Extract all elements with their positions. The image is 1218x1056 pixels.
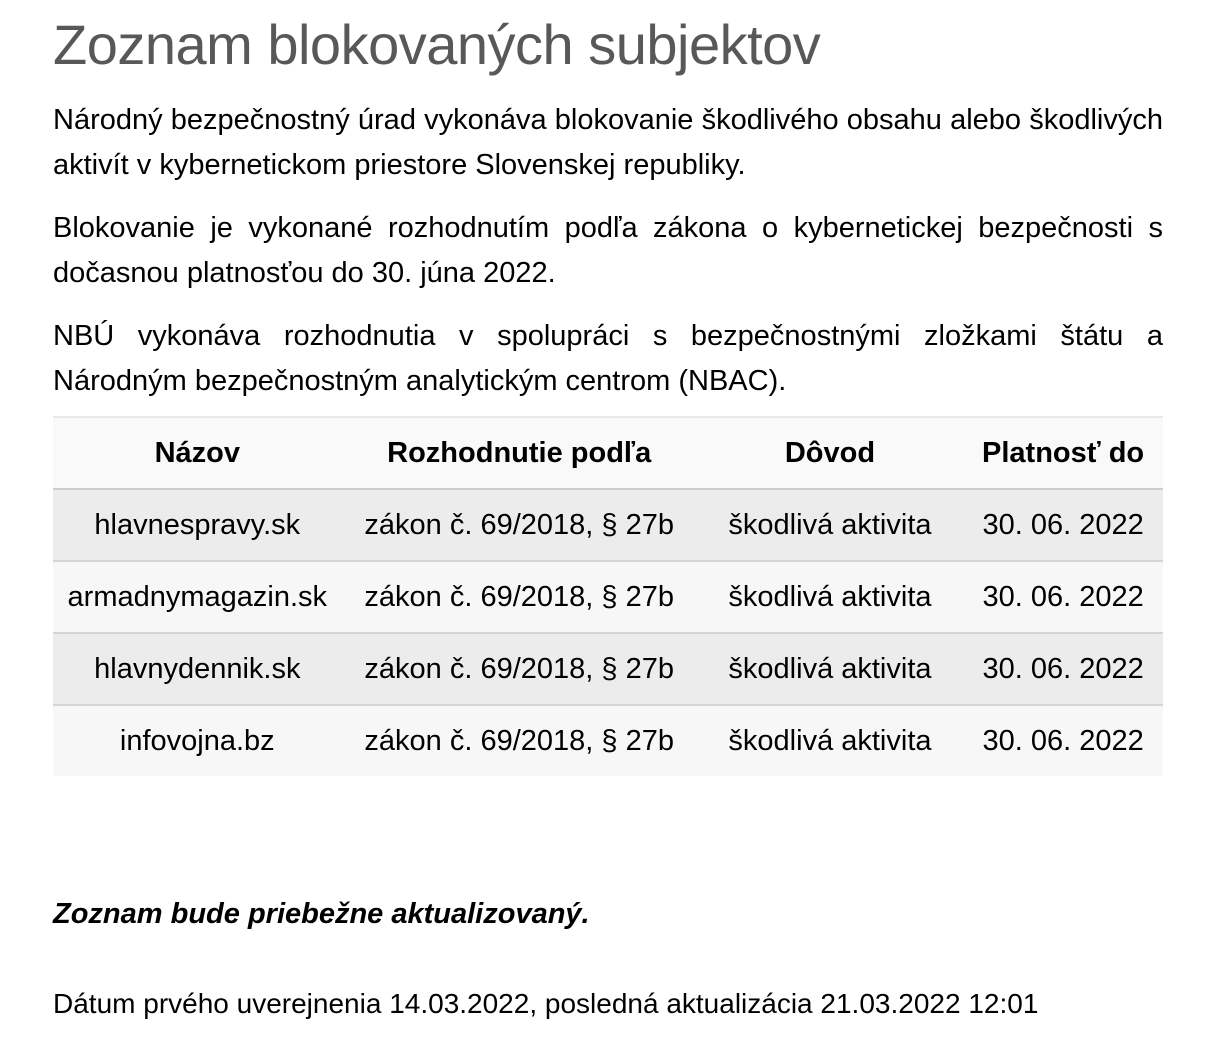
table-cell: škodlivá aktivita: [697, 489, 963, 561]
update-note: Zoznam bude priebežne aktualizovaný.: [53, 898, 590, 930]
table-cell: zákon č. 69/2018, § 27b: [342, 489, 697, 561]
table-cell: 30. 06. 2022: [982, 724, 1144, 757]
table-cell: 30. 06. 2022: [963, 561, 1163, 633]
table-cell: hlavnespravy.sk: [53, 489, 342, 561]
page-title: Zoznam blokovaných subjektov: [53, 13, 821, 76]
table-cell: 30. 06. 2022: [963, 489, 1163, 561]
table-cell: škodlivá aktivita: [728, 724, 932, 757]
table-cell: zákon č. 69/2018, § 27b: [342, 561, 697, 633]
table-cell: škodlivá aktivita: [697, 561, 963, 633]
table-row: [53, 705, 1163, 776]
table-cell: zákon č. 69/2018, § 27b: [364, 724, 674, 757]
intro-paragraph-3: NBÚ vykonáva rozhodnutia v spolupráci s bezpečnostnými zložkami štátu a Národným bezpečnostným analytickým centrom (NBAC).: [53, 320, 1163, 397]
intro-paragraph-2: Blokovanie je vykonané rozhodnutím podľa zákona o kybernetickej bezpečnosti s dočasnou platnosťou do 30. júna 2022.: [53, 212, 1163, 289]
blocked-subjects-table: [53, 416, 1163, 776]
table-body: [53, 489, 1163, 776]
column-header-nazov: Názov: [53, 417, 342, 489]
table-cell: hlavnydennik.sk: [53, 633, 342, 705]
publication-date-line: Dátum prvého uverejnenia 14.03.2022, posledná aktualizácia 21.03.2022 12:01: [53, 988, 1039, 1019]
table-cell: armadnymagazin.sk: [53, 561, 342, 633]
table-cell: zákon č. 69/2018, § 27b: [342, 633, 697, 705]
table-header: [53, 417, 1163, 489]
table-cell: škodlivá aktivita: [697, 633, 963, 705]
table-row: [53, 561, 1163, 633]
column-header-dovod: Dôvod: [697, 417, 963, 489]
table-cell: 30. 06. 2022: [963, 633, 1163, 705]
table-header-row: [53, 417, 1163, 489]
column-header-rozhodnutie-podla: Rozhodnutie podľa: [342, 417, 697, 489]
table-row: [53, 489, 1163, 561]
table-cell: infovojna.bz: [119, 724, 275, 757]
table-row: [53, 633, 1163, 705]
column-header-platnost-do: Platnosť do: [963, 417, 1163, 489]
intro-paragraph-1: Národný bezpečnostný úrad vykonáva blokovanie škodlivého obsahu alebo škodlivých aktivít v kybernetickom priestore Slovenskej republiky.: [53, 104, 1163, 181]
